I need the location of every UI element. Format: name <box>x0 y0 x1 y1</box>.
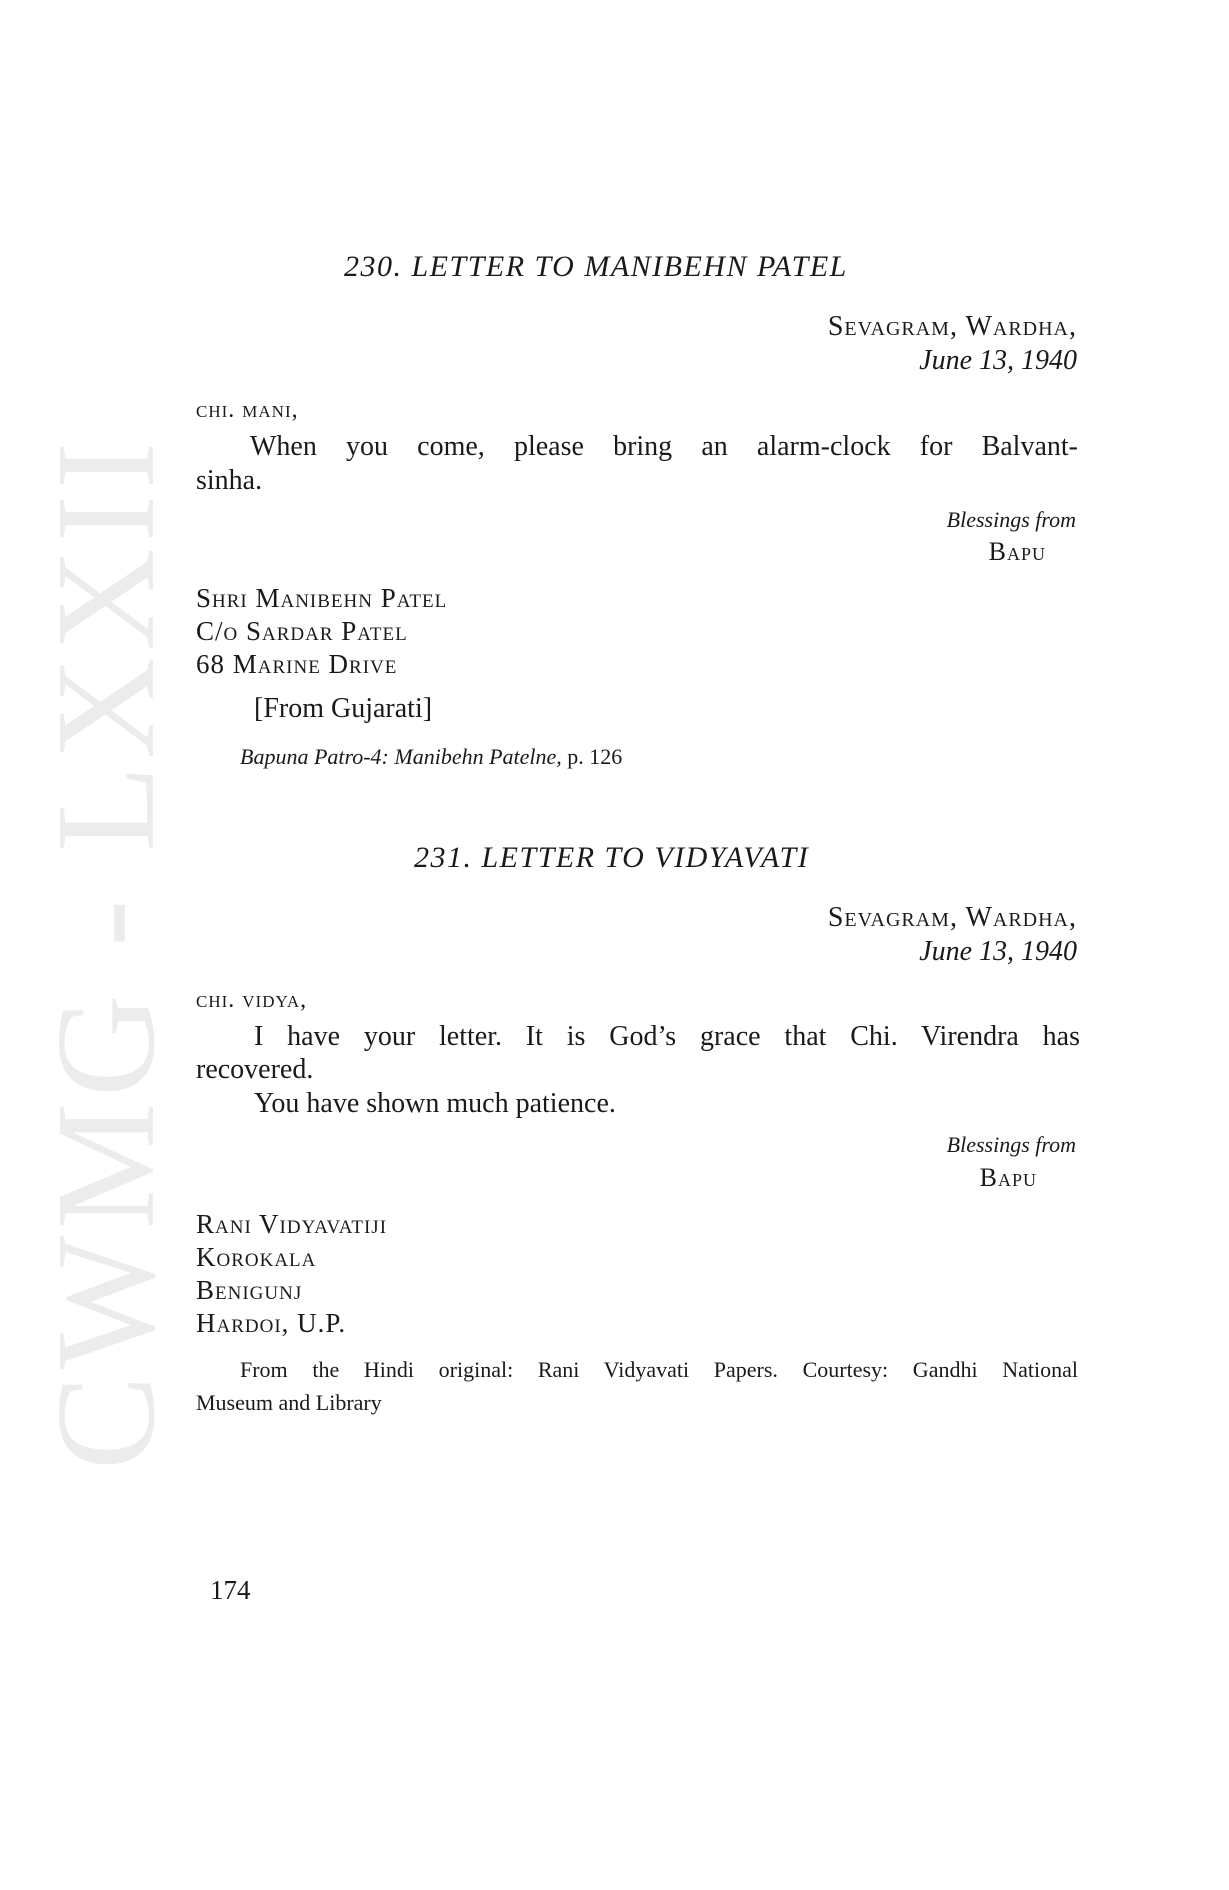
letter-230-address-line-2: C/o Sardar Patel <box>196 616 408 646</box>
letter-230-address-line-1: Shri Manibehn Patel <box>196 583 448 613</box>
letter-230-place: Sevagram, Wardha, <box>827 311 1077 342</box>
letter-230-body-line-1: When you come, please bring an alarm-clock for Balvant- <box>250 431 1078 462</box>
letter-231-place: Sevagram, Wardha, <box>827 902 1077 933</box>
letter-231-source-line-2: Museum and Library <box>196 1390 382 1415</box>
letter-231-date: June 13, 1940 <box>919 936 1077 967</box>
letter-231-address-line-4: Hardoi, U.P. <box>196 1308 347 1338</box>
letter-230-signature: Bapu <box>988 537 1046 566</box>
letter-230-source <box>240 744 622 770</box>
letter-231-blessings: Blessings from <box>946 1132 1076 1157</box>
letter-231-address-line-2: Korokala <box>196 1242 317 1272</box>
letter-230-body-line-2: sinha. <box>196 465 263 496</box>
letter-230-title: 230. LETTER TO MANIBEHN PATEL <box>344 250 848 283</box>
watermark: CWMG - LXXII <box>26 435 184 1470</box>
letter-230-address-line-3: 68 Marine Drive <box>196 649 398 679</box>
letter-230-language-note: [From Gujarati] <box>254 693 433 724</box>
letter-231-body-line-2: recovered. <box>196 1054 314 1085</box>
letter-230-date: June 13, 1940 <box>919 345 1077 376</box>
letter-231-body-line-3: You have shown much patience. <box>254 1088 616 1119</box>
letter-230-blessings: Blessings from <box>946 507 1076 532</box>
letter-231-salutation: chi. vidya, <box>196 987 308 1013</box>
letter-230-source-title: Bapuna Patro-4: Manibehn Patelne, <box>240 744 562 769</box>
letter-231-source-line-1: From the Hindi original: Rani Vidyavati Papers. Courtesy: Gandhi National <box>240 1357 1078 1382</box>
letter-231-title: 231. LETTER TO VIDYAVATI <box>414 841 810 874</box>
letter-230-salutation: chi. mani, <box>196 397 299 423</box>
letter-231-address-line-1: Rani Vidyavatiji <box>196 1209 388 1239</box>
page-number: 174 <box>210 1575 251 1605</box>
letter-230-source-page: p. 126 <box>567 744 623 769</box>
letter-231-signature: Bapu <box>979 1163 1037 1192</box>
letter-231-address-line-3: Benigunj <box>196 1275 303 1305</box>
letter-231-body-line-1: I have your letter. It is God’s grace that Chi. Virendra has <box>254 1021 1080 1052</box>
